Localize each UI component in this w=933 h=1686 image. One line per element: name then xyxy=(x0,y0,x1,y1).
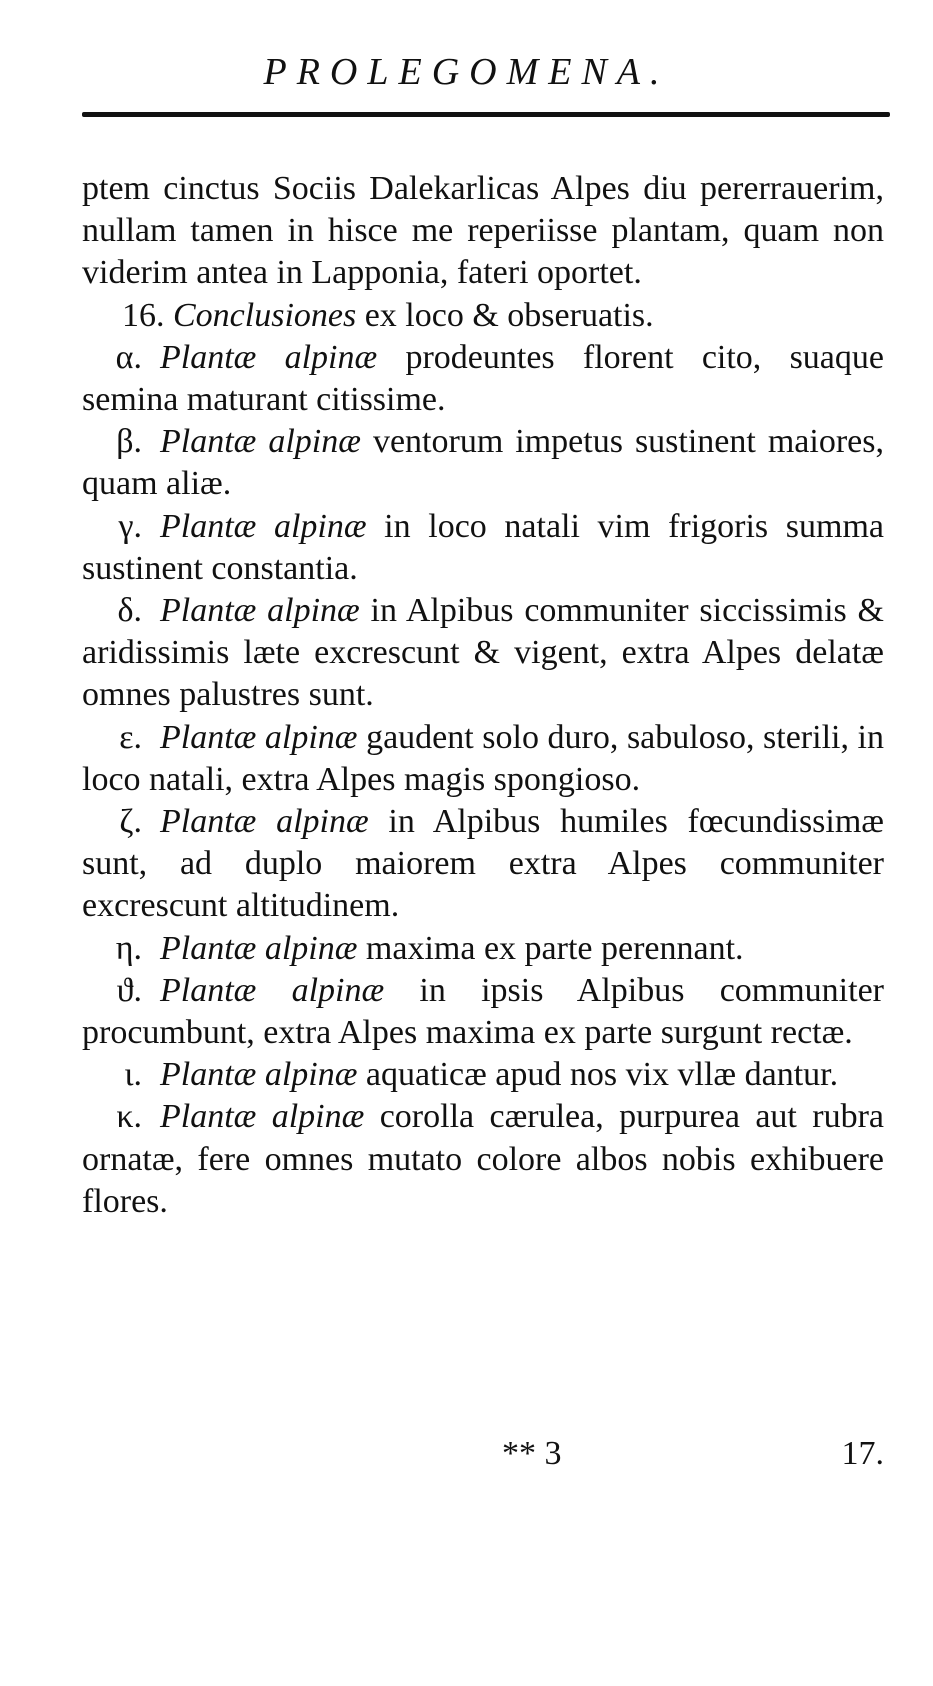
item-marker: ϑ. xyxy=(116,971,142,1009)
section-number: 16. xyxy=(122,296,165,334)
list-item xyxy=(82,421,884,505)
item-marker: ι. xyxy=(124,1056,142,1094)
item-lead: Plantæ alpinæ xyxy=(160,803,369,841)
body-text xyxy=(82,168,884,1223)
item-lead: Plantæ alpinæ xyxy=(160,971,385,1009)
item-lead: Plantæ alpinæ xyxy=(160,423,361,461)
section-title: Conclusiones xyxy=(173,296,357,334)
item-marker: β. xyxy=(116,423,142,461)
item-marker: γ. xyxy=(118,507,142,545)
item-marker: κ. xyxy=(116,1098,142,1136)
list-item xyxy=(82,337,884,421)
item-text: corolla cærulea, purpurea aut rubra ornatæ, fere omnes mutato colore albos nobis exhibuere flores. xyxy=(82,1098,884,1220)
item-text: prodeuntes florent cito, suaque semina maturant citissime. xyxy=(82,338,884,419)
item-marker: α. xyxy=(115,338,142,376)
page-footer xyxy=(82,1435,884,1481)
header-rule xyxy=(82,112,890,117)
item-lead: Plantæ alpinæ xyxy=(160,507,367,545)
item-marker: ζ. xyxy=(119,803,142,841)
item-marker: η. xyxy=(115,929,142,967)
section-heading xyxy=(82,295,884,337)
item-lead: Plantæ alpinæ xyxy=(160,338,378,376)
item-lead: Plantæ alpinæ xyxy=(160,929,358,967)
section-rest: ex loco & obseruatis. xyxy=(356,296,654,334)
list-item xyxy=(82,801,884,928)
paragraph-text: ptem cinctus Sociis Dalekarlicas Alpes diu pererrauerim, nullam tamen in hisce me reperiisse plantam, quam non viderim antea in Lapponia, fateri oportet. xyxy=(82,170,884,292)
list-item xyxy=(82,928,884,970)
item-text: ventorum impetus sustinent maiores, quam aliæ. xyxy=(82,423,884,503)
item-lead: Plantæ alpinæ xyxy=(160,1056,358,1094)
item-text: in loco natali vim frigoris summa sustinent constantia. xyxy=(82,507,884,587)
list-item xyxy=(82,1096,884,1223)
item-lead: Plantæ alpinæ xyxy=(160,1098,365,1136)
item-text: gaudent solo duro, sabuloso, sterili, in loco natali, extra Alpes magis spongioso. xyxy=(82,718,884,798)
list-item xyxy=(82,590,884,717)
item-text: in Alpibus humiles fœcundissimæ sunt, ad duplo maiorem extra Alpes communiter excrescunt altitudinem. xyxy=(82,803,884,925)
item-marker: δ. xyxy=(117,592,142,630)
paragraph-continuation xyxy=(82,168,884,295)
list-item xyxy=(82,506,884,590)
signature-mark: ** 3 xyxy=(502,1435,562,1472)
item-lead: Plantæ alpinæ xyxy=(160,718,358,756)
list-item xyxy=(82,970,884,1054)
item-marker: ε. xyxy=(119,718,142,756)
list-item xyxy=(82,1054,884,1096)
item-text: in Alpibus communiter siccissimis & aridissimis læte excrescunt & vigent, extra Alpes delatæ omnes palustres sunt. xyxy=(82,592,884,714)
item-lead: Plantæ alpinæ xyxy=(160,592,360,630)
item-text: in ipsis Alpibus communiter procumbunt, extra Alpes maxima ex parte surgunt rectæ. xyxy=(82,971,884,1052)
item-text: aquaticæ apud nos vix vllæ dantur. xyxy=(357,1056,839,1094)
list-item xyxy=(82,717,884,801)
item-text: maxima ex parte perennant. xyxy=(357,929,744,967)
running-head: PROLEGOMENA. xyxy=(263,51,670,93)
catchword: 17. xyxy=(841,1435,884,1472)
